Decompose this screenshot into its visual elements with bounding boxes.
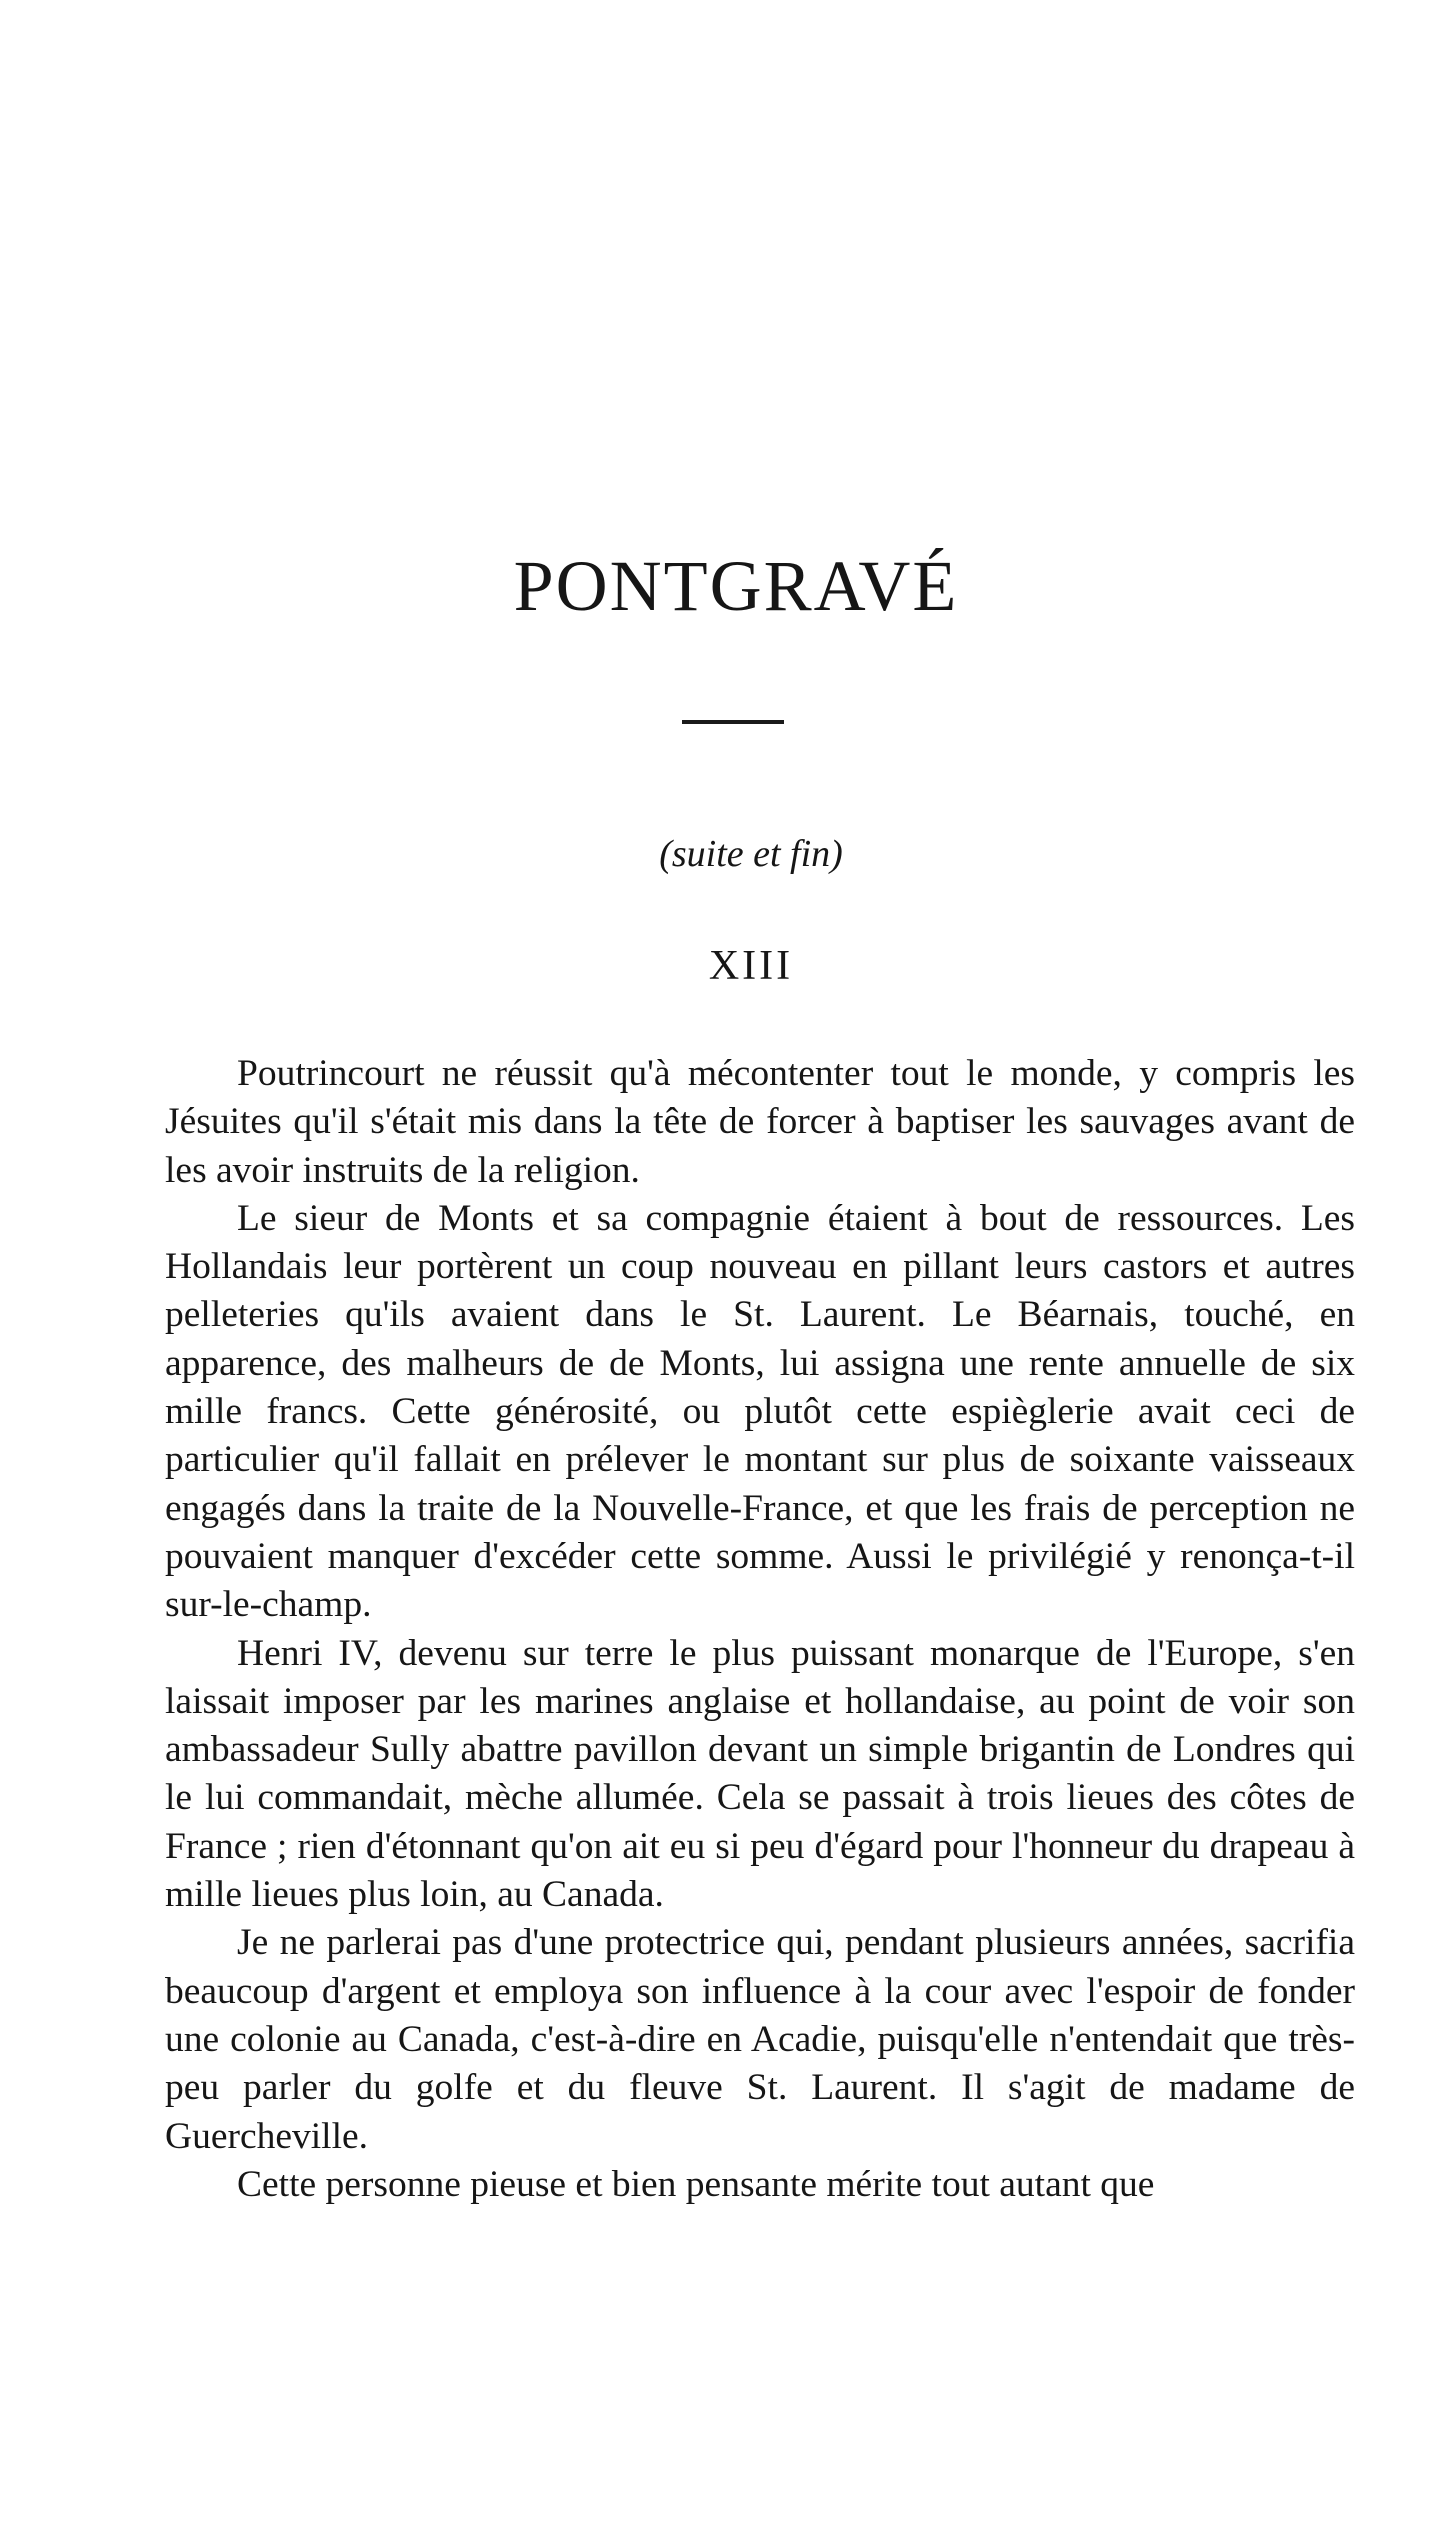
chapter-number: XIII [708,943,794,989]
paragraph: Cette personne pieuse et bien pensante mérite tout autant que [237,2163,1155,2205]
body-text [165,1050,1355,2209]
paragraph: Poutrincourt ne réussit qu'à mécontenter tout le monde, y compris les Jésuites qu'il s'était mis dans la tête de forcer à baptiser les sauvages avant de les avoir instruits de la religion. [165,1053,1355,1191]
page-title: PONTGRAVÉ [513,546,959,626]
subtitle: (suite et fin) [659,833,843,875]
paragraph: Henri IV, devenu sur terre le plus puissant monarque de l'Europe, s'en laissait imposer par les marines anglaise et hollandaise, au point de voir son ambassadeur Sully abattre pavillon devant un simple brigantin de Londres qui le lui commandait, mèche allumée. Cela se passait à trois lieues des côtes de France ; rien d'étonnant qu'on ait eu si peu d'égard pour l'honneur du drapeau à mille lieues plus loin, au Canada. [165,1632,1355,1916]
paragraph: Le sieur de Monts et sa compagnie étaient à bout de ressources. Les Hollandais leur portèrent un coup nouveau en pillant leurs castors et autres pelleteries qu'ils avaient dans le St. Laurent. Le Béarnais, touché, en apparence, des malheurs de de Monts, lui assigna une rente annuelle de six mille francs. Cette générosité, ou plutôt cette espièglerie avait ceci de particulier qu'il fallait en prélever le montant sur plus de soixante vaisseaux engagés dans la traite de la Nouvelle-France, et que les frais de perception ne pouvaient manquer d'excéder cette somme. Aussi le privilégié y renonça-t-il sur-le-champ. [165,1197,1355,1626]
paragraph: Je ne parlerai pas d'une protectrice qui, pendant plusieurs années, sacrifia beaucoup d'argent et employa son influence à la cour avec l'espoir de fonder une colonie au Canada, c'est-à-dire en Acadie, puisqu'elle n'entendait que très-peu parler du golfe et du fleuve St. Laurent. Il s'agit de madame de Guercheville. [165,1922,1355,2157]
title-rule [682,720,784,724]
